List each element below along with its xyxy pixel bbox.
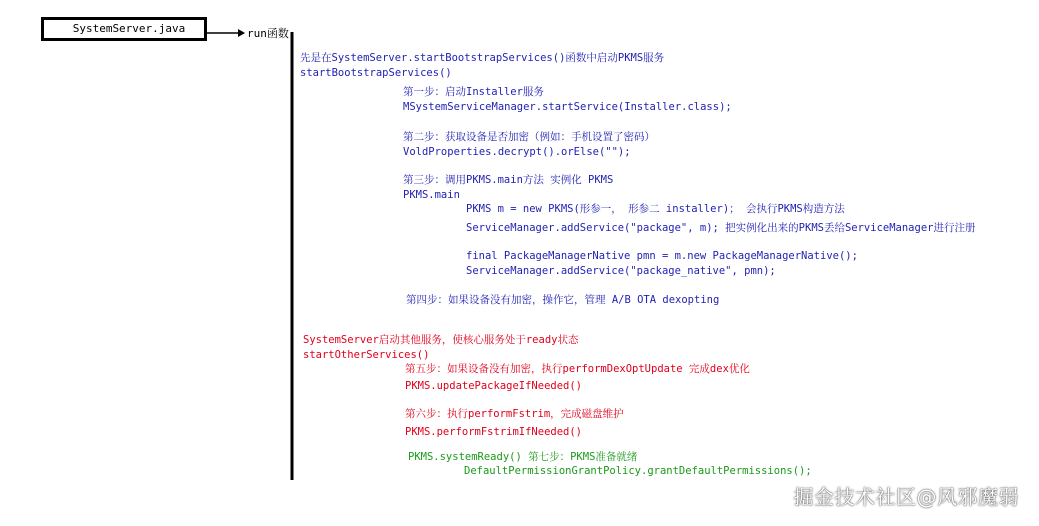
watermark: 掘金技术社区@风邪魔弱 <box>793 485 1019 509</box>
step4-title: 第四步：如果设备没有加密，操作它，管理 A/B OTA dexopting <box>406 294 720 306</box>
step3-detail-1: PKMS m = new PKMS(形参一， 形参二 installer)； 会执行PKMS构造方法 <box>466 203 845 215</box>
step2-code: VoldProperties.decrypt().orElse(""); <box>403 146 631 158</box>
step2-title: 第二步：获取设备是否加密（例如：手机设置了密码） <box>403 131 655 143</box>
intro-line-1: 先是在SystemServer.startBootstrapServices()函数中启动PKMS服务 <box>300 52 665 64</box>
step3-detail-2: ServiceManager.addService("package", m); 把实例化出来的PKMS丢给ServiceManager进行注册 <box>466 222 976 234</box>
source-file-label: SystemServer.java <box>72 22 186 35</box>
other-intro-line-1: SystemServer启动其他服务，使核心服务处于ready状态 <box>303 334 579 346</box>
step3-detail-4: ServiceManager.addService("package_native", pmn); <box>466 265 776 277</box>
connector-arrow-head <box>238 29 245 37</box>
step1-code: MSystemServiceManager.startService(Installer.class); <box>403 101 732 113</box>
arrow-label: run函数 <box>247 27 289 40</box>
step3-code: PKMS.main <box>403 189 460 201</box>
step7-code: DefaultPermissionGrantPolicy.grantDefaultPermissions(); <box>464 465 812 477</box>
step5-code: PKMS.updatePackageIfNeeded() <box>405 380 583 392</box>
step5-title: 第五步：如果设备没有加密，执行performDexOptUpdate 完成dex优化 <box>405 363 750 375</box>
step3-detail-3: final PackageManagerNative pmn = m.new PackageManagerNative(); <box>466 250 858 262</box>
step3-title: 第三步：调用PKMS.main方法 实例化 PKMS <box>403 174 614 186</box>
step6-code: PKMS.performFstrimIfNeeded() <box>405 426 583 438</box>
step6-title: 第六步：执行performFstrim，完成磁盘维护 <box>405 408 624 420</box>
step1-title: 第一步：启动Installer服务 <box>403 86 544 98</box>
intro-line-2: startBootstrapServices() <box>300 67 452 79</box>
step7-title: PKMS.systemReady() 第七步：PKMS准备就绪 <box>408 451 638 463</box>
other-intro-line-2: startOtherServices() <box>303 349 430 361</box>
